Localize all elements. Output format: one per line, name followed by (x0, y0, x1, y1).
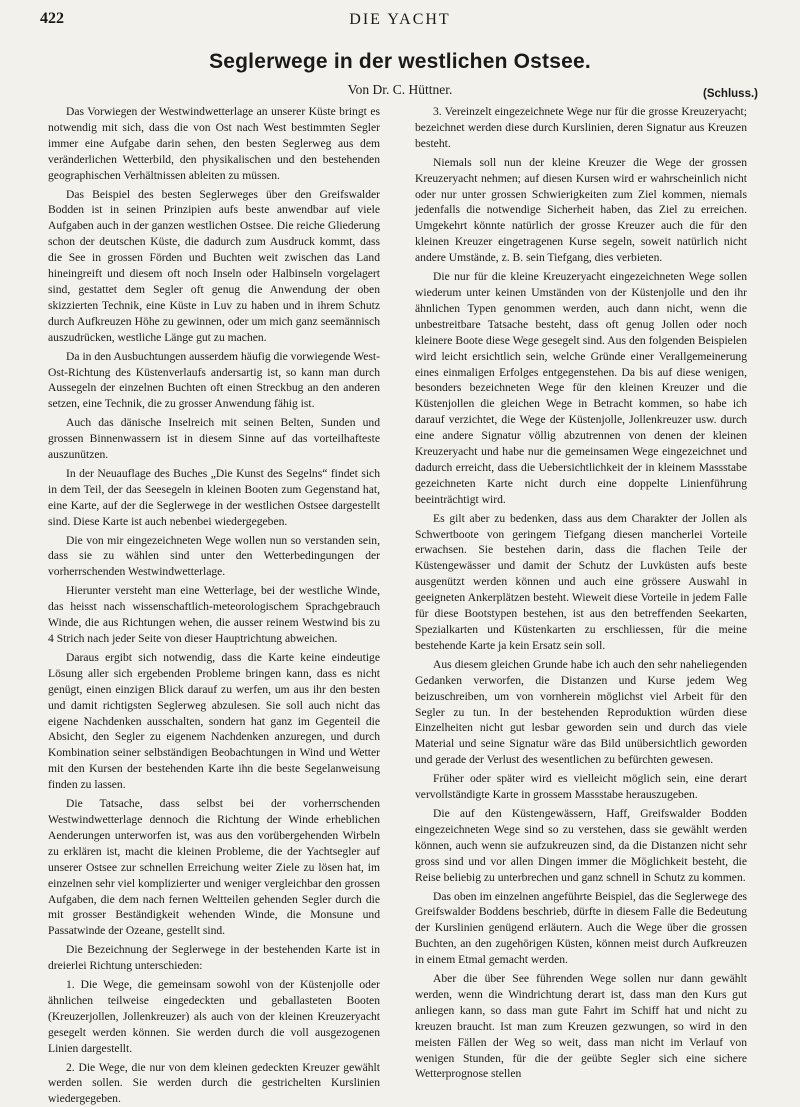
paragraph: Die Tatsache, dass selbst bei der vorherrschenden Westwindwetterlage dennoch die Richtung der Winde erheblichen Aenderungen unterworfen ist, was aus den vorübergehenden Wirbeln zu erklären ist, macht die kleinen Probleme, die der Yachtsegler auf unserer Ostsee zur schnellen Erreichung weiter Ziele zu lösen hat, im einzelnen sehr viel komplizierter und weniger vergleichbar den grossen Aufgaben, die dem nach fernen Weltteilen gehenden Segler durch die mit grosser Beständigkeit wehenden Winde, die Monsune und Passatwinde der Ozeane, gestellt sind. (48, 797, 380, 938)
paragraph: Früher oder später wird es vielleicht möglich sein, eine derart vervollständigte Karte in grossem Massstabe herauszugeben. (415, 772, 747, 802)
paragraph: Niemals soll nun der kleine Kreuzer die Wege der grossen Kreuzeryacht nehmen; auf diesen Kursen wird er wahrscheinlich nicht oder nur unter grossen Schwierigkeiten zum Ziel kommen, niemals jedenfalls die notwendige Sicherheit haben, das Ziel zu erreichen. Umgekehrt könnte natürlich der grosse Kreuzer auch die für den kleinen Kreuzer eingetragenen Kurse segeln, soweit natürlich nicht andere Umstände, z. B. sein Tiefgang, dies verbieten. (415, 155, 747, 265)
paragraph: Hierunter versteht man eine Wetterlage, bei der westliche Winde, das heisst nach wissenschaftlich-meteorologischem Sprachgebrauch Winde, die aus Richtungen wehen, die ausser reinem Westwind bis zu 4 Strich nach jeder Seite von dieser Hauptrichtung abweichen. (48, 584, 380, 645)
journal-title: DIE YACHT (349, 11, 451, 28)
article-byline: Von Dr. C. Hüttner. (347, 82, 453, 97)
paragraph: Es gilt aber zu bedenken, dass aus dem Charakter der Jollen als Schwertboote von geringem Tiefgang diesen mancherlei Vorteile erwachsen. Sie bestehen darin, dass die flachen Teile der Küstengewässer und damit der Schutz der Luvküsten aufs beste ausgenützt werden können und auch eine grössere Auswahl in geeigneten Ankerplätzen besteht. Wieweit diese Vorteile in jedem Falle für diese Bootstypen bestehen, ist aus den betreffenden Seekarten, Spezialkarten und Küstenkarten zu erschliessen, für die meine bestehende Karte ja kein Ersatz sein soll. (415, 511, 747, 652)
paragraph: Daraus ergibt sich notwendig, dass die Karte keine eindeutige Lösung aller sich ergebenden Probleme bringen kann, dass es nicht genügt, einen einzigen Blick darauf zu werfen, um aus ihr den besten und damit richtigsten Seglerweg abzulesen. Sie soll auch nicht das eigene Nachdenken ausschalten, sondern hat ganz im Gegenteil die Absicht, den Segler zu eigenem Nachdenken anzuregen, und durch Kombination seiner selbständigen Beobachtungen in Wind und Wetter mit den Kursen der bestehenden Karte ihn die beste Segelanweisung finden zu lassen. (48, 650, 380, 792)
paragraph: In der Neuauflage des Buches „Die Kunst des Segelns“ findet sich in dem Teil, der das Seesegeln in kleinen Booten zum Gegenstand hat, eine Karte, auf der die Seglerwege in der westlichen Ostsee dargestellt sind. Diese Karte ist auch nebenbei wiedergegeben. (48, 466, 380, 528)
article-title: Seglerwege in der westlichen Ostsee. (209, 50, 591, 73)
paragraph: Da in den Ausbuchtungen ausserdem häufig die vorwiegende West-Ost-Richtung des Küstenverlaufs andersartig ist, so kann man durch Aussegeln der einzelnen Buchten oft einen Streckbug an den anderen setzen, eine Technik, die zu grosser Anwendung fähig ist. (48, 349, 380, 411)
paragraph: Aus diesem gleichen Grunde habe ich auch den sehr naheliegenden Gedanken verworfen, die Distanzen und Kurse jedem Weg beizuschreiben, um von vornherein möglichst viel Arbeit für den Segler zu tun. In der bestehenden Reproduktion würden diese Einzelheiten nicht gut lesbar geworden sein und durch das viele Material und seine Signatur wäre das Bild unübersichtlich geworden und gerade der Verlust des wesentlichen zu befürchten gewesen. (415, 657, 747, 767)
paragraph: Die Bezeichnung der Seglerwege in der bestehenden Karte ist in dreierlei Richtung unterschieden: (48, 943, 380, 973)
paragraph: Die nur für die kleine Kreuzeryacht eingezeichneten Wege sollen wiederum unter keinen Umständen von der Küstenjolle und den ihr ähnlichen Typen genommen werden, auch dann nicht, wenn die unbestreitbare Tatsache besteht, dass oft genug Jollen oder noch kleinere Boote diese Wege gesegelt sind. Aus den folgenden Beispielen wird leicht ersichtlich sein, welche Gründe einer Verallgemeinerung eines einmaligen Erfolges entgegenstehen. Da bis auf diese wenigen, besonders bezeichneten Wege für den kleinen Kreuzer und die Küstenjollen die gleichen Wege in Betracht kommen, so habe ich darauf verzichtet, die Wege der Küstenjolle, Jollenkreuzer usw. durch eine andere Signatur völlig abzutrennen von denen der kleinen Kreuzeryacht und habe nur die gemeinsamen Wege eingezeichnet und dadurch erreicht, dass die Uebersichtlichkeit der in kleinem Massstabe gezeichneten Karte nicht durch eine doppelte Linienführung beeinträchtigt wird. (415, 270, 747, 506)
paragraph: Das Beispiel des besten Seglerweges über den Greifswalder Bodden ist in seinen Prinzipien aufs beste anwendbar auf viele Aufgaben auch in der ganzen westlichen Ostsee. Die reiche Gliederung schon der deutschen Küste, die dadurch zum Ausdruck kommt, dass die See in grossen Förden und Buchten weit zwischen das Land hineingreift und diesem oft noch Inseln oder Halbinseln vorgelagert sind, gestattet dem Segler oft genug die Anwendung der oben skizzierten Technik, eine Küste in Luv zu haben und in ihrem Schutz durch Aufkreuzen Höhe zu gewinnen, oder um mich ganz seemännisch auszudrücken, westliche Länge gut zu machen. (48, 187, 380, 344)
paragraph: Die auf den Küstengewässern, Haff, Greifswalder Bodden eingezeichneten Wege sind so zu verstehen, dass sie gewählt werden können, auch wenn sie aufzukreuzen sind, da die Distanzen nicht sehr gross sind und vor allen Dingen immer die Möglichkeit besteht, die Reise beliebig zu unterbrechen und ganz schnell in Schutz zu kommen. (415, 806, 747, 884)
paragraph: Die von mir eingezeichneten Wege wollen nun so verstanden sein, dass sie zu wählen sind unter den Wetterbedingungen der vorherrschenden Westwindwetterlage. (48, 533, 380, 579)
page-header (30, 8, 770, 32)
page-number: 422 (40, 10, 64, 27)
paragraph: Aber die über See führenden Wege sollen nur dann gewählt werden, wenn die Windrichtung derart ist, dass man den Kurs gut anliegen kann, so dass man gute Fahrt im Schiff hat und nicht zu kreuzen braucht. Ist man zum Kreuzen gezwungen, so wird in den meisten Fällen der Weg so weit, dass man nicht im Verlauf von wenigen Stunden, für die der geübte Segler sich eine sichere Wetterprognose stellen (415, 972, 747, 1081)
left-column (48, 104, 380, 1107)
paragraph: Das oben im einzelnen angeführte Beispiel, das die Seglerwege des Greifswalder Boddens beschrieb, dürfte in diesem Falle die Bedeutung der Kurslinien genügend erläutern. Auch die Wege über die grossen Buchten, an den zugehörigen Küsten, können meist durch Aufkreuzen in einem Etmal gemacht werden. (415, 889, 747, 967)
paragraph: 1. Die Wege, die gemeinsam sowohl von der Küstenjolle oder ähnlichen teilweise eingedeckten und geballasteten Booten (Kreuzerjollen, Jollenkreuzer) als auch von der kleinen Kreuzeryacht gesegelt werden können. Sie werden durch die voll ausgezogenen Linien dargestellt. (48, 978, 380, 1055)
paragraph: 3. Vereinzelt eingezeichnete Wege nur für die grosse Kreuzeryacht; bezeichnet werden diese durch Kurslinien, deren Signatur aus Kreuzen besteht. (415, 105, 747, 150)
paragraph: Das Vorwiegen der Westwindwetterlage an unserer Küste bringt es notwendig mit sich, dass die von Ost nach West bestimmten Segler immer eine Aufgabe darin sehen, den besten Seglerweg aus dem veränderlichen Wetterbild, den physikalischen und den bestehenden geographischen Verhältnissen ableiten zu müssen. (48, 105, 380, 182)
right-column (415, 104, 747, 1082)
paragraph: Auch das dänische Inselreich mit seinen Belten, Sunden und grossen Binnenwassern ist in diesem Sinne auf das vorteilhafteste auszunützen. (48, 416, 380, 462)
paragraph: 2. Die Wege, die nur von dem kleinen gedeckten Kreuzer gewählt werden sollen. Sie werden durch die gestrichelten Kurslinien wiedergegeben. (48, 1060, 380, 1106)
continuation-note: (Schluss.) (703, 88, 758, 100)
